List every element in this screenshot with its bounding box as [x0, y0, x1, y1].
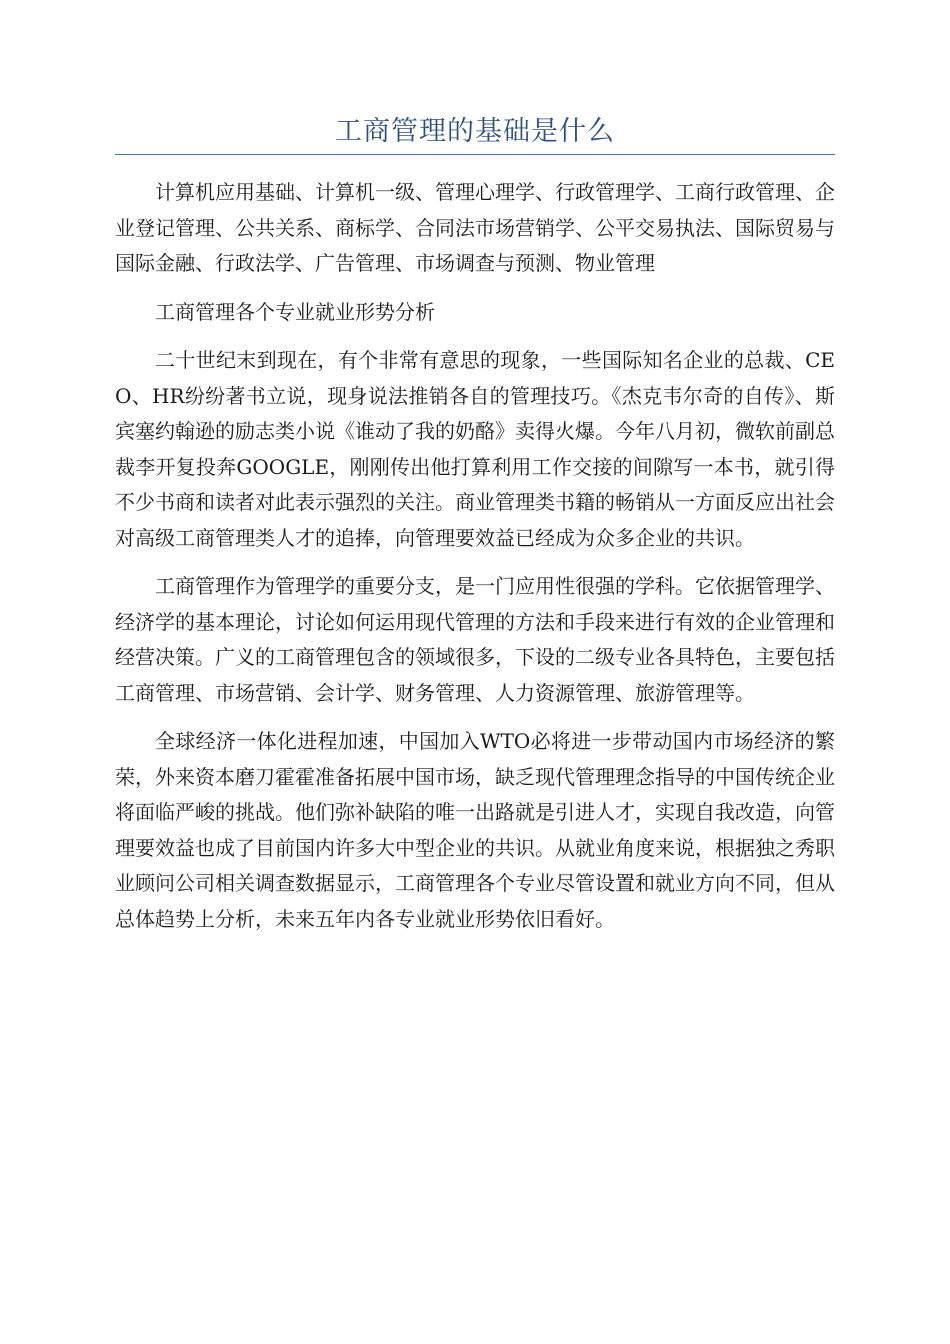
paragraph-course-list: 计算机应用基础、计算机一级、管理心理学、行政管理学、工商行政管理、企业登记管理、公共关系、商标学、合同法市场营销学、公平交易执法、国际贸易与国际金融、行政法学、广告管理、市场调查与预测、物业管理: [115, 180, 835, 275]
document-title: 工商管理的基础是什么: [335, 116, 615, 147]
document-page: [115, 112, 835, 950]
title-underline: [115, 154, 835, 155]
paragraph-employment-outlook: 全球经济一体化进程加速，中国加入WTO必将进一步带动国内市场经济的繁荣，外来资本磨刀霍霍准备拓展中国市场，缺乏现代管理理念指导的中国传统企业将面临严峻的挑战。他们弥补缺陷的唯一出路就是引进人才，实现自我改造，向管理要效益也成了目前国内许多大中型企业的共识。从就业角度来说，根据独之秀职业顾问公司相关调查数据显示，工商管理各个专业尽管设置和就业方向不同，但从总体趋势上分析，未来五年内各专业就业形势依旧看好。: [115, 729, 835, 931]
section-heading: 工商管理各个专业就业形势分析: [155, 299, 435, 324]
paragraph-business-administration: 工商管理作为管理学的重要分支，是一门应用性很强的学科。它依据管理学、经济学的基本理论，讨论如何运用现代管理的方法和手段来进行有效的企业管理和经营决策。广义的工商管理包含的领域很多，下设的二级专业各具特色，主要包括工商管理、市场营销、会计学、财务管理、人力资源管理、旅游管理等。: [115, 574, 835, 705]
paragraph-management-books: 二十世纪末到现在，有个非常有意思的现象，一些国际知名企业的总裁、CEO、HR纷纷著书立说，现身说法推销各自的管理技巧。《杰克韦尔奇的自传》、斯宾塞约翰逊的励志类小说《谁动了我的奶酪》卖得火爆。今年八月初，微软前副总裁李开复投奔GOOGLE，刚刚传出他打算利用工作交接的间隙写一本书，就引得不少书商和读者对此表示强烈的关注。商业管理类书籍的畅销从一方面反应出社会对高级工商管理类人才的追捧，向管理要效益已经成为众多企业的共识。: [115, 348, 835, 550]
